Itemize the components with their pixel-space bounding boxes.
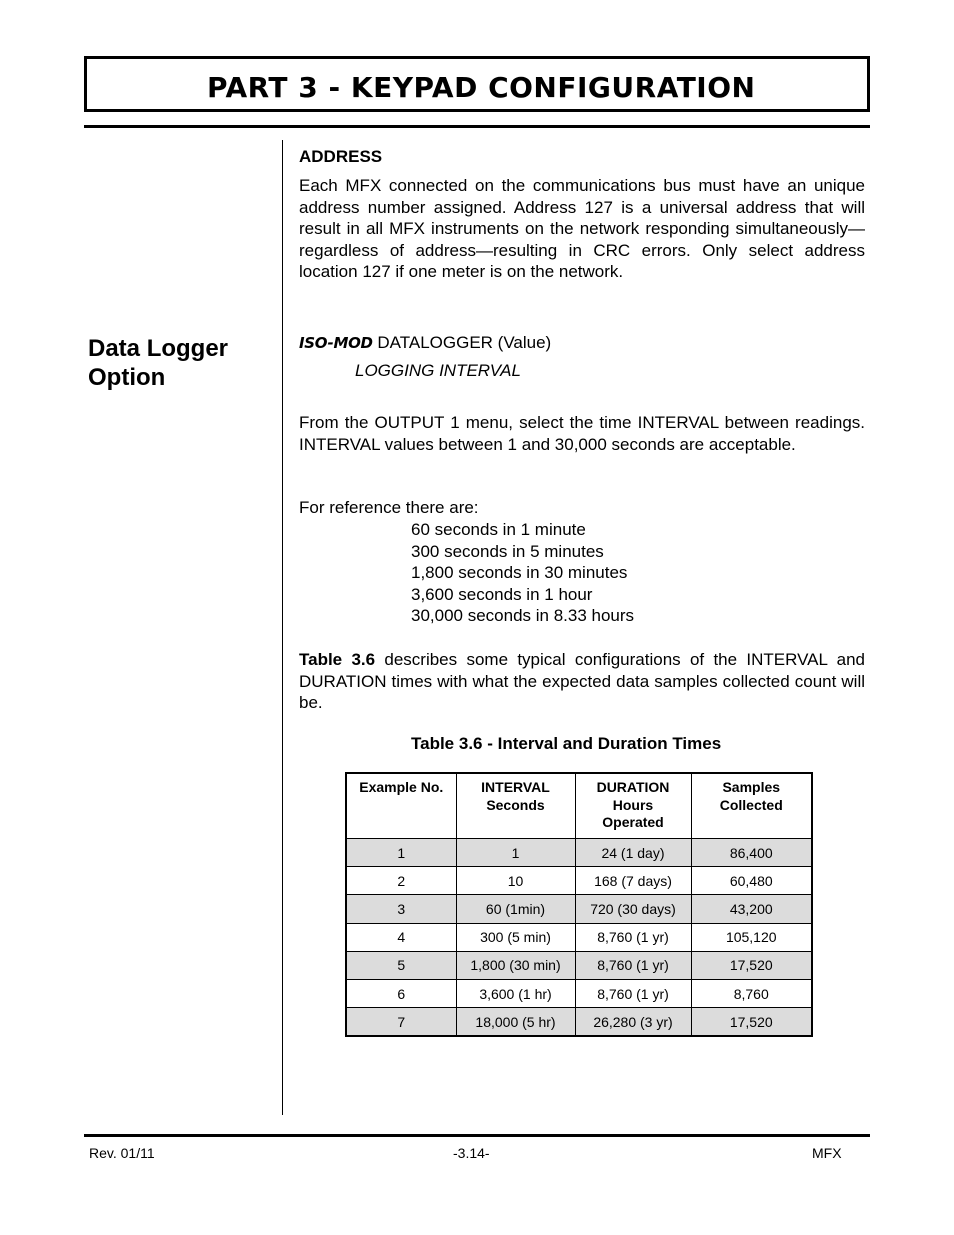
header-line: INTERVAL: [481, 779, 550, 795]
footer-page-number: -3.14-: [453, 1145, 490, 1161]
header-line: Example No.: [359, 779, 444, 795]
table-row: [346, 979, 812, 1007]
header-line: Operated: [602, 814, 664, 830]
table-description-paragraph: [299, 649, 865, 714]
list-item: 1,800 seconds in 30 minutes: [411, 563, 628, 583]
table-cell: 168 (7 days): [575, 867, 691, 895]
table-row: [346, 895, 812, 923]
title-box: [84, 56, 870, 112]
header-rule: [84, 125, 870, 128]
table-cell: 43,200: [691, 895, 812, 923]
table-cell: 1,800 (30 min): [456, 951, 575, 979]
table-row: [346, 839, 812, 867]
list-item: 300 seconds in 5 minutes: [411, 541, 604, 561]
table-cell: 10: [456, 867, 575, 895]
table-cell: 17,520: [691, 1008, 812, 1037]
list-item: 60 seconds in 1 minute: [411, 520, 586, 539]
table-row: [346, 951, 812, 979]
table-reference: Table 3.6: [299, 650, 376, 669]
table-cell: 720 (30 days): [575, 895, 691, 923]
header-duration: [575, 773, 691, 839]
table-description-text: describes some typical configurations of the INTERVAL and DURATION times with what the expected data samples collected count will be.: [299, 650, 865, 713]
reference-intro: For reference there are:: [299, 498, 479, 517]
datalogger-heading: [299, 332, 865, 355]
side-heading: [88, 334, 228, 392]
logging-interval-subheading: LOGGING INTERVAL: [355, 361, 521, 380]
table-cell: 2: [346, 867, 456, 895]
table-cell: 3: [346, 895, 456, 923]
table-cell: 60 (1min): [456, 895, 575, 923]
table-cell: 8,760 (1 yr): [575, 951, 691, 979]
page-title: PART 3 - KEYPAD CONFIGURATION: [207, 71, 756, 104]
table-cell: 105,120: [691, 923, 812, 951]
list-item: 30,000 seconds in 8.33 hours: [411, 606, 635, 626]
side-heading-line2: Option: [88, 364, 166, 391]
table-cell: 1: [346, 839, 456, 867]
table-cell: 6: [346, 979, 456, 1007]
table-cell: 24 (1 day): [575, 839, 691, 867]
header-samples: [691, 773, 812, 839]
table-cell: 8,760 (1 yr): [575, 923, 691, 951]
table-cell: 8,760 (1 yr): [575, 979, 691, 1007]
interval-paragraph: From the OUTPUT 1 menu, select the time INTERVAL between readings. INTERVAL values between 1 and 30,000 seconds are acceptable.: [299, 413, 865, 454]
table-header-row: [346, 773, 812, 839]
table-cell: 60,480: [691, 867, 812, 895]
list-item: 3,600 seconds in 1 hour: [411, 584, 593, 604]
side-heading-line1: Data Logger: [88, 335, 229, 362]
footer-rule: [84, 1134, 870, 1137]
table-cell: 86,400: [691, 839, 812, 867]
header-line: Hours: [612, 796, 654, 813]
footer-revision: Rev. 01/11: [89, 1145, 155, 1161]
table-cell: 3,600 (1 hr): [456, 979, 575, 1007]
table-row: [346, 923, 812, 951]
table-row: [346, 1008, 812, 1037]
datalogger-label: DATALOGGER (Value): [372, 333, 552, 352]
table-cell: 4: [346, 923, 456, 951]
reference-list: [411, 519, 634, 627]
header-line: Samples: [722, 779, 781, 795]
header-interval: [456, 773, 575, 839]
address-paragraph: Each MFX connected on the communications bus must have an unique address number assigned. Address 127 is a universal address that will result in all MFX instruments on the network responding simultaneously—regardless of address—resulting in CRC errors. Only select address location 127 if one meter is on the network.: [299, 176, 865, 282]
column-divider: [282, 140, 283, 1115]
table-cell: 18,000 (5 hr): [456, 1008, 575, 1037]
table-cell: 8,760: [691, 979, 812, 1007]
header-line: DURATION: [596, 779, 670, 795]
iso-mod-logo: ISO-MOD: [299, 334, 373, 352]
table-cell: 17,520: [691, 951, 812, 979]
table-cell: 5: [346, 951, 456, 979]
interval-duration-table: [345, 772, 813, 1037]
table-cell: 1: [456, 839, 575, 867]
address-heading: ADDRESS: [299, 147, 383, 166]
table-cell: 300 (5 min): [456, 923, 575, 951]
table-row: [346, 867, 812, 895]
table-caption: Table 3.6 - Interval and Duration Times: [411, 734, 722, 753]
footer-product: MFX: [812, 1145, 842, 1161]
header-line: Seconds: [486, 796, 545, 813]
header-example-no: [346, 773, 456, 839]
table-cell: 7: [346, 1008, 456, 1037]
table-cell: 26,280 (3 yr): [575, 1008, 691, 1037]
header-line: Collected: [719, 796, 783, 813]
